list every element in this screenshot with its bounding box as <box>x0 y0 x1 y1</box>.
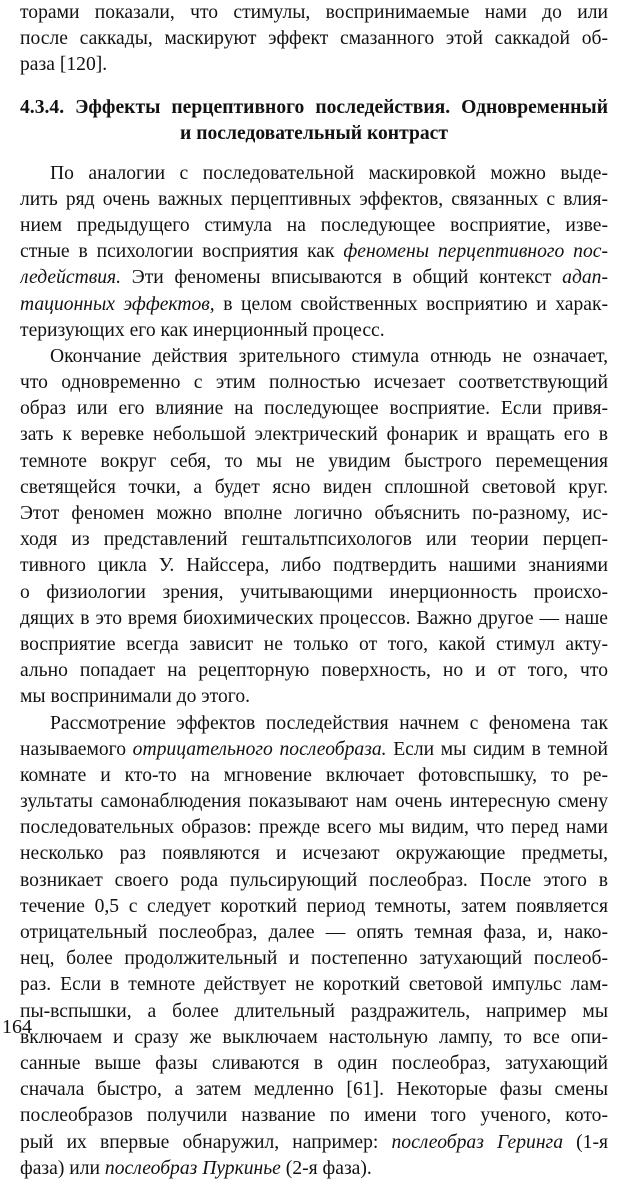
text-run: фаза) или <box>20 1157 105 1179</box>
italic-term: ледействия. <box>20 267 122 289</box>
section-heading-line-2: и последовательный контраст <box>180 122 448 144</box>
text-line: ально попадает на рецепторную поверхность, но и от того, что <box>20 660 608 682</box>
text-line: комнате и кто-то на мгновение включает фотовспышку, то ре- <box>20 764 608 786</box>
italic-term: отрицательного послеобраза. <box>132 738 387 760</box>
text-line: зать к веревке небольшой электрический фонарик и вращать его в <box>20 424 608 446</box>
section-heading-line-1: 4.3.4. Эффекты перцептивного последействия. Одновременный <box>20 96 608 118</box>
text-line: образ или его влияние на последующее восприятие. Если привя- <box>20 398 608 420</box>
italic-term: адап- <box>562 267 608 289</box>
text-line: восприятие всегда зависит не только от того, какой стимул акту- <box>20 633 608 655</box>
text-line: Рассмотрение эффектов последействия начнем с феномена так <box>50 712 608 734</box>
text-line: что одновременно с этим полностью исчезает соответствующий <box>20 372 608 394</box>
top-paragraph <box>20 0 608 79</box>
text-line: отрицательный послеобраз, далее — опять темная фаза, и, нако- <box>20 922 608 943</box>
text-line <box>20 265 608 291</box>
text-line: несколько раз появляются и исчезают окружающие предметы, <box>20 843 608 865</box>
italic-term: феномены перцептивного пос- <box>343 241 608 263</box>
text-run: (2-я фаза). <box>280 1157 372 1179</box>
text-run: называемого <box>20 738 133 760</box>
text-line: нец, более продолжительный и постепенно затухающий послеоб- <box>20 948 608 970</box>
text-line <box>20 1130 608 1156</box>
italic-term: тационных эффектов, <box>20 293 215 315</box>
text-run: стные в психологии восприятия как <box>20 241 344 263</box>
text-line: ходя из представлений гештальтпсихологов или теории перцеп- <box>20 529 608 551</box>
text-line: тивного цикла У. Найссера, либо подтвердить нашими знаниями <box>20 555 608 577</box>
text-run: Если мы сидим в темной <box>386 738 608 760</box>
text-line: включаем и сразу же выключаем настольную лампу, то все опи- <box>20 1026 608 1048</box>
text-line: дящих в это время биохимических процессов. Важно другое — наше <box>20 607 608 629</box>
text-line <box>20 239 608 265</box>
text-line: светящейся точки, а будет ясно виден сплошной световой круг. <box>20 476 608 498</box>
text-line <box>20 737 608 763</box>
text-line: Окончание действия зрительного стимула отнюдь не означает, <box>50 345 608 367</box>
paragraph-3 <box>20 711 608 1182</box>
text-run: рый их впервые обнаружил, например: <box>20 1131 392 1153</box>
italic-term: послеобраз Пуркинье <box>104 1157 281 1179</box>
text-line: пы-вспышки, а более длительный раздражитель, например мы <box>20 1000 608 1022</box>
text-line: сначала быстро, а затем медленно [61]. Некоторые фазы смены <box>20 1079 608 1101</box>
text-line: Этот феномен можно вполне логично объяснить по-разному, ис- <box>20 503 608 524</box>
section-heading <box>20 95 608 147</box>
text-line: торами показали, что стимулы, воспринимаемые нами до или <box>20 2 608 23</box>
text-line: после саккады, маскируют эффект смазанного этой саккадой об- <box>20 28 608 50</box>
text-line: лить ряд очень важных перцептивных эффектов, связанных с влия- <box>20 188 608 210</box>
text-line: возникает своего рода пульсирующий послеобраз. После этого в <box>20 869 608 891</box>
text-run: в целом свойственных восприятию и харак- <box>214 293 608 315</box>
text-line: раз. Если в темноте действует не короткий световой импульс лам- <box>20 974 608 996</box>
text-line: теризующих его как инерционный процесс. <box>20 319 385 341</box>
text-line: мы воспринимали до этого. <box>20 686 251 708</box>
italic-term: послеобраз Геринга <box>391 1131 563 1153</box>
book-page <box>20 0 608 1182</box>
paragraph-2 <box>20 344 608 711</box>
text-line: последовательных образов: прежде всего мы видим, что перед нами <box>20 817 608 839</box>
text-line: нием предыдущего стимула на последующее восприятие, изве- <box>20 214 608 236</box>
text-line <box>20 292 608 318</box>
text-line: раза [120]. <box>20 54 108 76</box>
page-number: 164 <box>2 1016 32 1038</box>
text-line: послеобразов получили название по имени того ученого, кото- <box>20 1105 608 1127</box>
text-line: санные выше фазы сливаются в один послеобраз, затухающий <box>20 1052 608 1074</box>
text-line <box>20 1156 608 1182</box>
text-run: (1-я <box>563 1131 608 1153</box>
text-line: зультаты самонаблюдения показывают нам очень интересную смену <box>20 791 608 813</box>
text-line: о физиологии зрения, учитывающими инерционность происхо- <box>20 581 608 603</box>
text-run: Эти феномены вписываются в общий контекст <box>121 267 563 289</box>
text-line: темноте вокруг себя, то мы не увидим быстрого перемещения <box>20 450 608 472</box>
paragraph-1 <box>20 161 608 344</box>
text-line: По аналогии с последовательной маскировкой можно выде- <box>50 162 608 184</box>
text-line: течение 0,5 с следует короткий период темноты, затем появляется <box>20 895 608 917</box>
